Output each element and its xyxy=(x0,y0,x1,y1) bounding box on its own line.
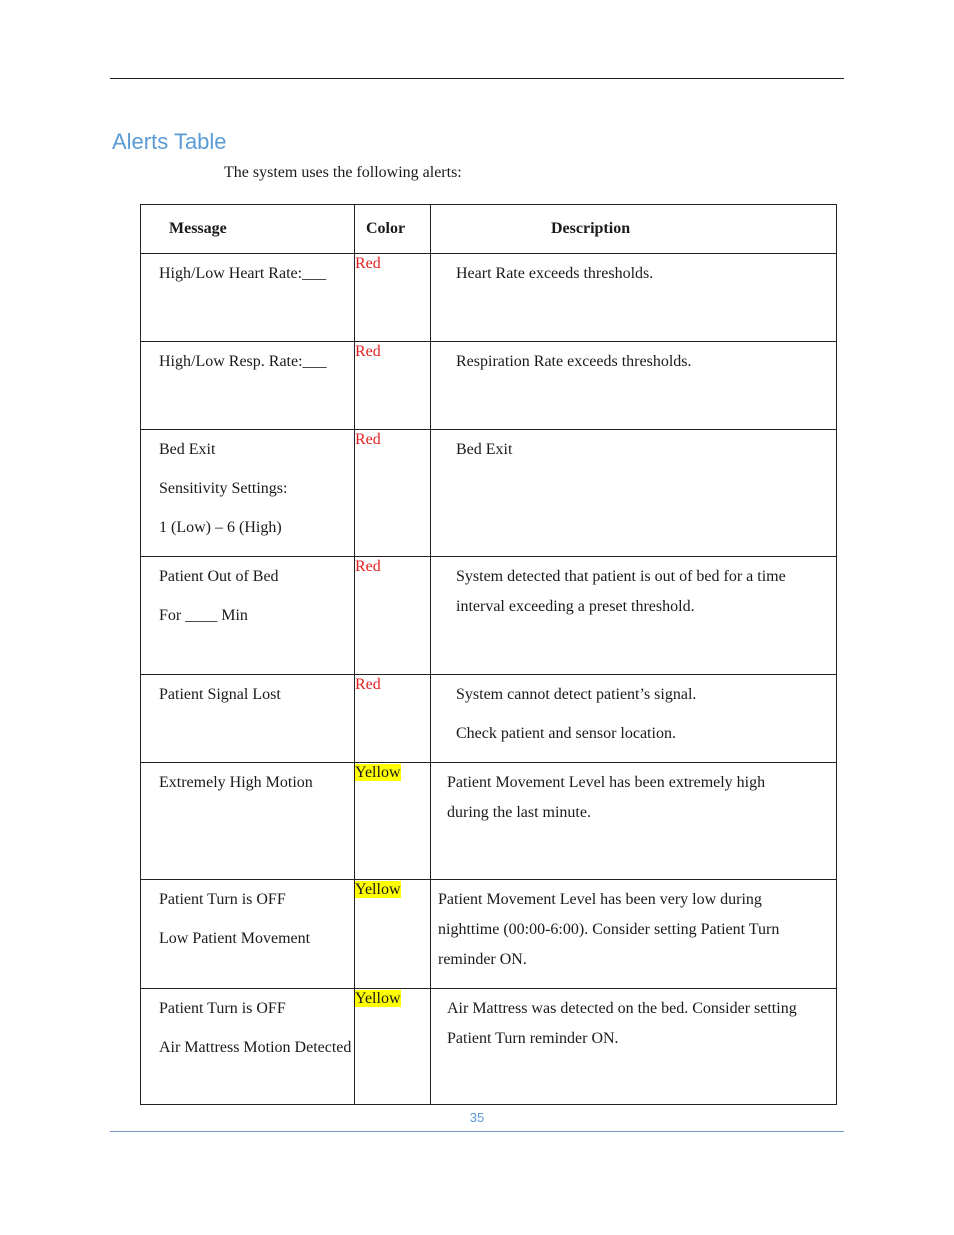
description-line: System detected that patient is out of bed for a time interval exceeding a preset threshold. xyxy=(456,568,786,615)
alerts-table xyxy=(140,204,837,1105)
description-cell xyxy=(431,675,837,763)
header-message: Message xyxy=(141,205,355,254)
message-cell xyxy=(141,763,355,880)
description-cell xyxy=(431,342,837,430)
color-label: Red xyxy=(355,431,381,448)
message-cell xyxy=(141,254,355,342)
description-cell xyxy=(431,254,837,342)
color-label: Red xyxy=(355,558,381,575)
table-row xyxy=(141,989,837,1105)
color-cell xyxy=(355,342,431,430)
message-line: High/Low Heart Rate:___ xyxy=(159,265,327,282)
color-cell xyxy=(355,763,431,880)
message-line: Patient Out of Bed xyxy=(159,568,279,585)
page-number: 35 xyxy=(469,1110,485,1125)
table-row xyxy=(141,342,837,430)
color-cell xyxy=(355,254,431,342)
header-rule xyxy=(110,78,844,79)
table-row xyxy=(141,763,837,880)
description-line: Patient Movement Level has been extremely high during the last minute. xyxy=(447,774,766,821)
table-row xyxy=(141,880,837,989)
table-row xyxy=(141,675,837,763)
message-cell xyxy=(141,675,355,763)
color-cell xyxy=(355,430,431,557)
message-line: Low Patient Movement xyxy=(159,930,311,947)
description-line: Patient Movement Level has been very low during nighttime (00:00-6:00). Consider setting Patient Turn reminder ON. xyxy=(438,891,780,968)
description-cell xyxy=(431,880,837,989)
description-line: Heart Rate exceeds thresholds. xyxy=(456,265,654,282)
intro-text: The system uses the following alerts: xyxy=(224,164,462,181)
message-cell xyxy=(141,430,355,557)
color-cell xyxy=(355,557,431,675)
color-cell xyxy=(355,675,431,763)
message-line: High/Low Resp. Rate:___ xyxy=(159,353,327,370)
message-cell xyxy=(141,342,355,430)
table-header-row xyxy=(141,205,837,254)
footer-rule xyxy=(110,1131,844,1132)
table-row xyxy=(141,254,837,342)
color-label: Yellow xyxy=(355,764,401,781)
color-label: Yellow xyxy=(355,881,401,898)
message-line: Patient Turn is OFF xyxy=(159,891,286,908)
color-label: Red xyxy=(355,343,381,360)
message-line: 1 (Low) – 6 (High) xyxy=(159,519,282,536)
message-line: Extremely High Motion xyxy=(159,774,313,791)
color-cell xyxy=(355,880,431,989)
color-label: Red xyxy=(355,255,381,272)
message-cell xyxy=(141,989,355,1105)
message-line: Bed Exit xyxy=(159,441,216,458)
description-cell xyxy=(431,763,837,880)
description-cell xyxy=(431,557,837,675)
description-cell xyxy=(431,989,837,1105)
message-line: Air Mattress Motion Detected xyxy=(159,1039,352,1056)
header-description: Description xyxy=(431,205,837,254)
description-line: Bed Exit xyxy=(456,441,513,458)
table-row xyxy=(141,430,837,557)
header-color: Color xyxy=(355,205,431,254)
color-label: Yellow xyxy=(355,990,401,1007)
table-row xyxy=(141,557,837,675)
color-cell xyxy=(355,989,431,1105)
message-cell xyxy=(141,557,355,675)
description-line: System cannot detect patient’s signal. xyxy=(456,686,697,703)
description-line: Respiration Rate exceeds thresholds. xyxy=(456,353,692,370)
color-label: Red xyxy=(355,676,381,693)
description-line: Air Mattress was detected on the bed. Consider setting Patient Turn reminder ON. xyxy=(447,1000,797,1047)
description-line: Check patient and sensor location. xyxy=(456,725,676,742)
message-line: Patient Turn is OFF xyxy=(159,1000,286,1017)
message-line: Patient Signal Lost xyxy=(159,686,281,703)
description-cell xyxy=(431,430,837,557)
message-line: For ____ Min xyxy=(159,607,248,624)
section-heading: Alerts Table xyxy=(112,129,227,154)
message-line: Sensitivity Settings: xyxy=(159,480,288,497)
message-cell xyxy=(141,880,355,989)
